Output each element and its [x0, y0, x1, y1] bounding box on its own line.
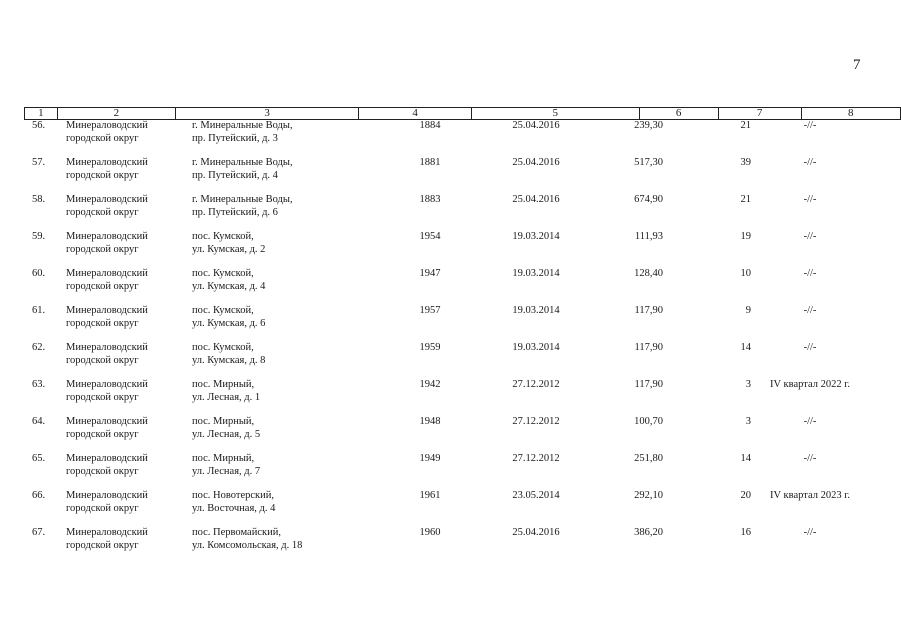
table-row [0, 379, 901, 416]
address-line-1: пос. Мирный, [192, 379, 255, 390]
municipality-line-2: городской округ [66, 354, 139, 366]
address [192, 157, 293, 182]
address-line-1: г. Минеральные Воды, [192, 194, 293, 205]
address [192, 305, 265, 330]
resident-count: 3 [745, 379, 751, 390]
address-line-1: пос. Мирный, [192, 453, 255, 464]
municipality-line-1: Минераловодский [66, 268, 148, 279]
address-line-1: пос. Первомайский, [192, 527, 281, 538]
resident-count: 21 [740, 120, 751, 131]
planned-term: -//- [803, 527, 817, 538]
address [192, 453, 260, 478]
municipality-line-2: городской округ [66, 502, 139, 514]
recognition-date: 27.12.2012 [512, 379, 560, 390]
year-built: 1959 [419, 342, 441, 353]
year-built: 1881 [419, 157, 441, 168]
recognition-date: 25.04.2016 [512, 157, 560, 168]
table-row [0, 453, 901, 490]
municipality [66, 453, 148, 478]
municipality-line-1: Минераловодский [66, 416, 148, 427]
row-number: 62. [32, 342, 46, 353]
address [192, 379, 260, 404]
table-row [0, 342, 901, 379]
municipality [66, 231, 148, 256]
address-line-2: ул. Восточная, д. 4 [192, 502, 276, 514]
address-line-1: г. Минеральные Воды, [192, 157, 293, 168]
municipality [66, 194, 148, 219]
table-body [0, 120, 901, 564]
municipality-line-2: городской округ [66, 243, 139, 255]
table-row [0, 527, 901, 564]
planned-term: -//- [803, 268, 817, 279]
address-line-2: ул. Комсомольская, д. 18 [192, 539, 303, 551]
header-col-1: 1 [25, 108, 58, 120]
municipality-line-1: Минераловодский [66, 157, 148, 168]
planned-term: -//- [803, 231, 817, 242]
resident-count: 10 [740, 268, 751, 279]
resident-count: 20 [740, 490, 751, 501]
year-built: 1961 [419, 490, 441, 501]
resident-count: 16 [740, 527, 751, 538]
header-col-8: 8 [801, 108, 901, 120]
address [192, 231, 265, 256]
address [192, 268, 265, 293]
year-built: 1954 [419, 231, 441, 242]
table-row [0, 120, 901, 157]
municipality-line-1: Минераловодский [66, 194, 148, 205]
municipality-line-1: Минераловодский [66, 120, 148, 131]
area: 674,90 [634, 194, 663, 205]
resident-count: 21 [740, 194, 751, 205]
recognition-date: 19.03.2014 [512, 305, 560, 316]
address [192, 120, 293, 145]
header-col-4: 4 [359, 108, 471, 120]
header-col-5: 5 [471, 108, 639, 120]
year-built: 1948 [419, 416, 441, 427]
row-number: 65. [32, 453, 46, 464]
row-number: 59. [32, 231, 46, 242]
row-number: 56. [32, 120, 46, 131]
area: 386,20 [634, 527, 663, 538]
municipality-line-1: Минераловодский [66, 453, 148, 464]
table-row [0, 231, 901, 268]
address-line-2: ул. Кумская, д. 8 [192, 354, 266, 366]
recognition-date: 27.12.2012 [512, 453, 560, 464]
municipality [66, 305, 148, 330]
resident-count: 14 [740, 453, 751, 464]
planned-term: IV квартал 2023 г. [770, 490, 850, 501]
address-line-2: ул. Лесная, д. 1 [192, 391, 261, 403]
area: 117,90 [634, 305, 663, 316]
area: 117,90 [634, 342, 663, 353]
row-number: 66. [32, 490, 46, 501]
resident-count: 9 [745, 305, 751, 316]
header-col-6: 6 [639, 108, 718, 120]
municipality-line-2: городской округ [66, 539, 139, 551]
municipality-line-2: городской округ [66, 317, 139, 329]
page-number: 7 [853, 57, 861, 73]
address-line-1: г. Минеральные Воды, [192, 120, 293, 131]
municipality-line-2: городской округ [66, 169, 139, 181]
planned-term: -//- [803, 416, 817, 427]
table-row [0, 194, 901, 231]
address-line-2: пр. Путейский, д. 6 [192, 206, 278, 218]
table-row [0, 268, 901, 305]
address-line-2: ул. Кумская, д. 4 [192, 280, 266, 292]
resident-count: 14 [740, 342, 751, 353]
year-built: 1883 [419, 194, 441, 205]
municipality-line-1: Минераловодский [66, 305, 148, 316]
area: 111,93 [634, 231, 663, 242]
municipality-line-1: Минераловодский [66, 231, 148, 242]
area: 239,30 [634, 120, 663, 131]
table-row [0, 490, 901, 527]
address [192, 342, 265, 367]
recognition-date: 25.04.2016 [512, 194, 560, 205]
municipality-line-2: городской округ [66, 132, 139, 144]
planned-term: -//- [803, 157, 817, 168]
address-line-1: пос. Новотерский, [192, 490, 274, 501]
address-line-2: ул. Лесная, д. 5 [192, 428, 261, 440]
planned-term: -//- [803, 305, 817, 316]
area: 292,10 [634, 490, 663, 501]
row-number: 57. [32, 157, 46, 168]
address-line-1: пос. Кумской, [192, 231, 254, 242]
header-col-7: 7 [718, 108, 801, 120]
address-line-2: ул. Кумская, д. 2 [192, 243, 266, 255]
year-built: 1942 [419, 379, 441, 390]
address [192, 527, 302, 552]
row-number: 64. [32, 416, 46, 427]
header-col-3: 3 [175, 108, 359, 120]
recognition-date: 19.03.2014 [512, 231, 560, 242]
recognition-date: 25.04.2016 [512, 120, 560, 131]
address-line-1: пос. Кумской, [192, 342, 254, 353]
address-line-2: ул. Кумская, д. 6 [192, 317, 266, 329]
area: 117,90 [634, 379, 663, 390]
municipality [66, 157, 148, 182]
municipality [66, 342, 148, 367]
municipality [66, 416, 148, 441]
row-number: 67. [32, 527, 46, 538]
area: 128,40 [634, 268, 663, 279]
municipality-line-2: городской округ [66, 206, 139, 218]
address [192, 490, 275, 515]
planned-term: -//- [803, 342, 817, 353]
resident-count: 19 [740, 231, 751, 242]
municipality-line-2: городской округ [66, 428, 139, 440]
address-line-1: пос. Мирный, [192, 416, 255, 427]
area: 251,80 [634, 453, 663, 464]
resident-count: 3 [745, 416, 751, 427]
municipality-line-1: Минераловодский [66, 490, 148, 501]
address [192, 194, 293, 219]
recognition-date: 27.12.2012 [512, 416, 560, 427]
row-number: 58. [32, 194, 46, 205]
municipality [66, 120, 148, 145]
resident-count: 39 [740, 157, 751, 168]
planned-term: -//- [803, 120, 817, 131]
address-line-2: ул. Лесная, д. 7 [192, 465, 261, 477]
recognition-date: 23.05.2014 [512, 490, 560, 501]
address-line-2: пр. Путейский, д. 3 [192, 132, 278, 144]
municipality-line-2: городской округ [66, 280, 139, 292]
area: 100,70 [634, 416, 663, 427]
municipality-line-1: Минераловодский [66, 379, 148, 390]
municipality-line-2: городской округ [66, 465, 139, 477]
address-line-1: пос. Кумской, [192, 268, 254, 279]
municipality [66, 268, 148, 293]
year-built: 1884 [419, 120, 441, 131]
address-line-1: пос. Кумской, [192, 305, 254, 316]
year-built: 1949 [419, 453, 441, 464]
row-number: 63. [32, 379, 46, 390]
column-number-header [24, 107, 901, 120]
recognition-date: 25.04.2016 [512, 527, 560, 538]
header-col-2: 2 [57, 108, 175, 120]
recognition-date: 19.03.2014 [512, 342, 560, 353]
municipality [66, 490, 148, 515]
municipality [66, 527, 148, 552]
table-row [0, 416, 901, 453]
address-line-2: пр. Путейский, д. 4 [192, 169, 278, 181]
area: 517,30 [634, 157, 663, 168]
recognition-date: 19.03.2014 [512, 268, 560, 279]
row-number: 61. [32, 305, 46, 316]
table-row [0, 157, 901, 194]
planned-term: -//- [803, 453, 817, 464]
row-number: 60. [32, 268, 46, 279]
address [192, 416, 260, 441]
table-row [0, 305, 901, 342]
municipality-line-1: Минераловодский [66, 342, 148, 353]
planned-term: IV квартал 2022 г. [770, 379, 850, 390]
year-built: 1960 [419, 527, 441, 538]
planned-term: -//- [803, 194, 817, 205]
year-built: 1957 [419, 305, 441, 316]
municipality-line-2: городской округ [66, 391, 139, 403]
municipality-line-1: Минераловодский [66, 527, 148, 538]
year-built: 1947 [419, 268, 441, 279]
municipality [66, 379, 148, 404]
